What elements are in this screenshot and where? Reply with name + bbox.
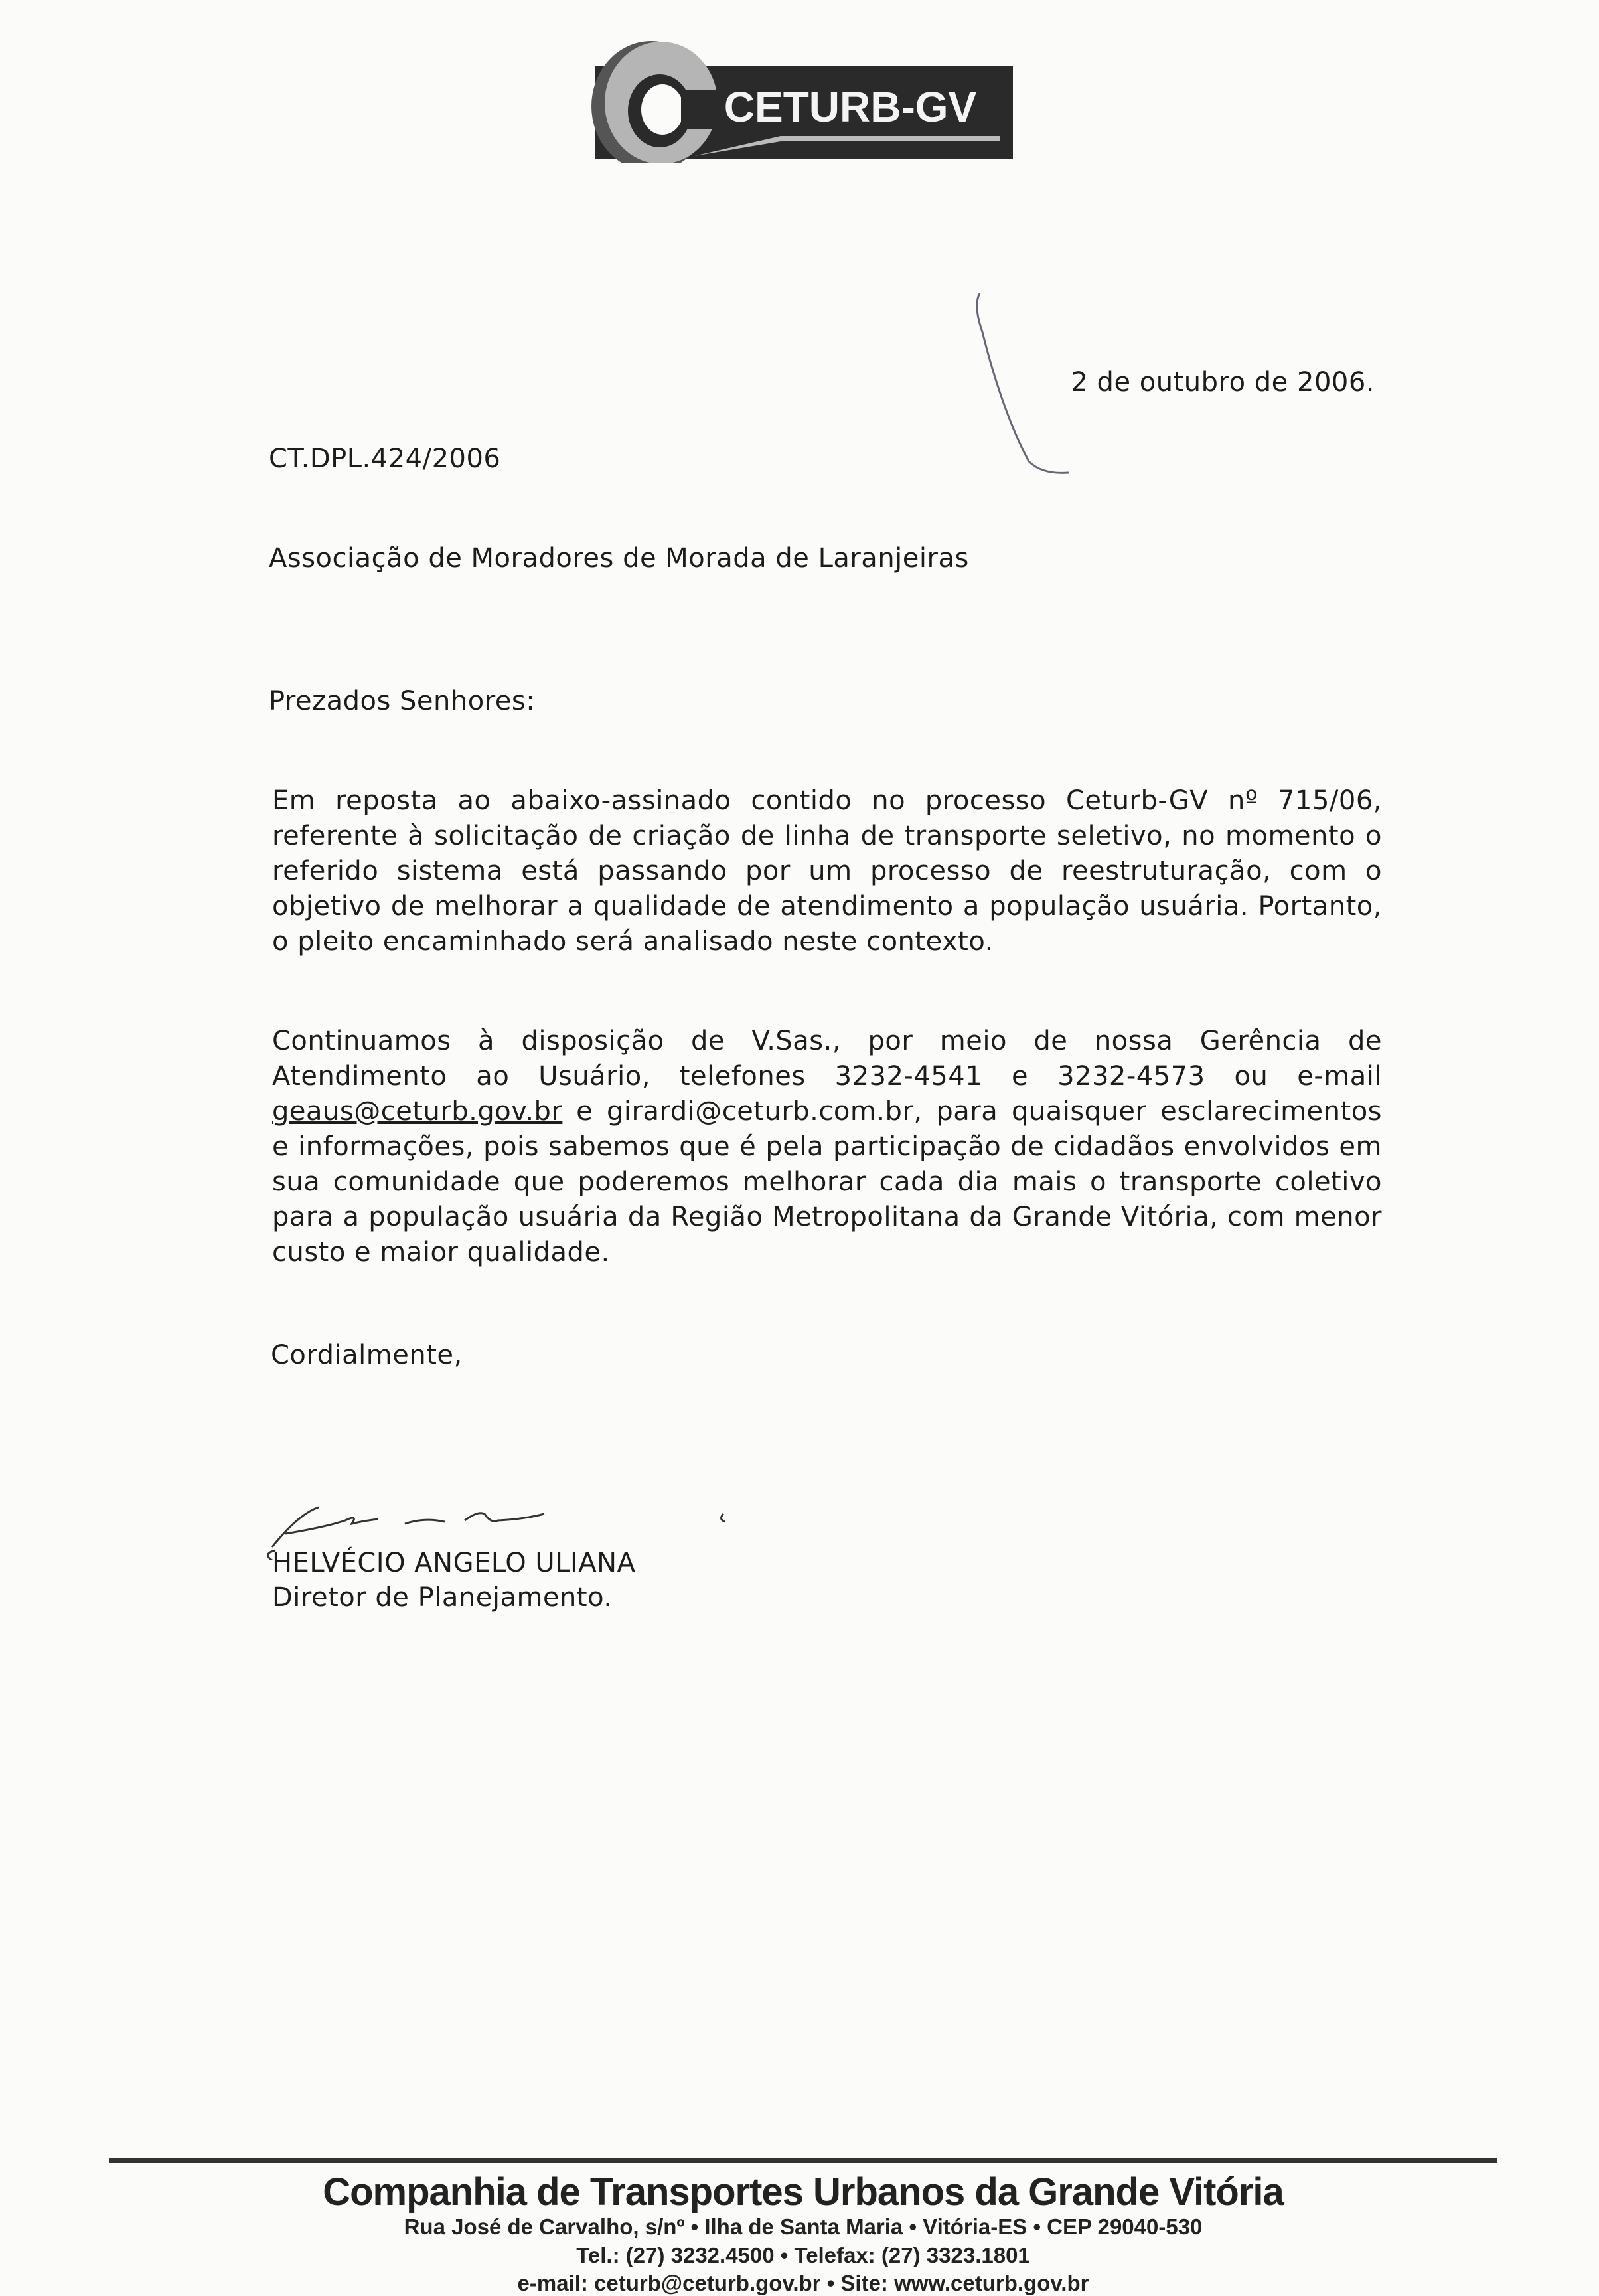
pen-mark bbox=[976, 292, 1082, 485]
paragraph-text: Continuamos à disposição de V.Sas., por meio de nossa Gerência de Atendimento ao Usuário, telefones 3232-4541 e 3232-4573 ou e-mail bbox=[272, 1026, 1382, 1092]
footer-phones: Tel.: (27) 3232.4500 • Telefax: (27) 3323.1801 bbox=[576, 2243, 1030, 2267]
paragraph-text: e girardi@ceturb.com.br, para quaisquer esclarecimentos e informações, pois sabemos que é pela participação de cidadãos envolvidos em sua comunidade que poderemos melhorar cada dia mais o transporte coletivo para a população usuária da Região Metropolitana da Grande Vitória, com menor custo e maior qualidade. bbox=[272, 1096, 1382, 1268]
signatory-name: HELVÉCIO ANGELO ULIANA bbox=[272, 1548, 636, 1578]
logo-text: CETURB-GV bbox=[723, 83, 977, 131]
body-paragraph-1: Em reposta ao abaixo-assinado contido no processo Ceturb-GV nº 715/06, referente à solicitação de criação de linha de transporte seletivo, no momento o referido sistema está passando por um processo de reestruturação, com o objetivo de melhorar a qualidade de atendimento a população usuária. Portanto, o pleito encaminhado será analisado neste contexto. bbox=[272, 785, 1382, 957]
reference-number: CT.DPL.424/2006 bbox=[269, 444, 501, 474]
greeting: Prezados Senhores: bbox=[269, 686, 536, 716]
footer-web: e-mail: ceturb@ceturb.gov.br • Site: www.ceturb.gov.br bbox=[517, 2271, 1089, 2295]
signatory-title: Diretor de Planejamento. bbox=[272, 1582, 613, 1613]
letter-date: 2 de outubro de 2006. bbox=[1071, 367, 1375, 398]
ceturb-logo bbox=[581, 37, 1013, 163]
footer-company: Companhia de Transportes Urbanos da Grande Vitória bbox=[323, 2171, 1284, 2214]
footer-address: Rua José de Carvalho, s/nº • Ilha de Santa Maria • Vitória-ES • CEP 29040-530 bbox=[404, 2214, 1203, 2239]
email-link-geaus[interactable]: geaus@ceturb.gov.br bbox=[272, 1096, 563, 1127]
recipient: Associação de Moradores de Morada de Laranjeiras bbox=[269, 543, 969, 574]
footer-divider bbox=[109, 2158, 1497, 2163]
closing: Cordialmente, bbox=[271, 1340, 463, 1370]
body-paragraph-2 bbox=[272, 1024, 1382, 1270]
